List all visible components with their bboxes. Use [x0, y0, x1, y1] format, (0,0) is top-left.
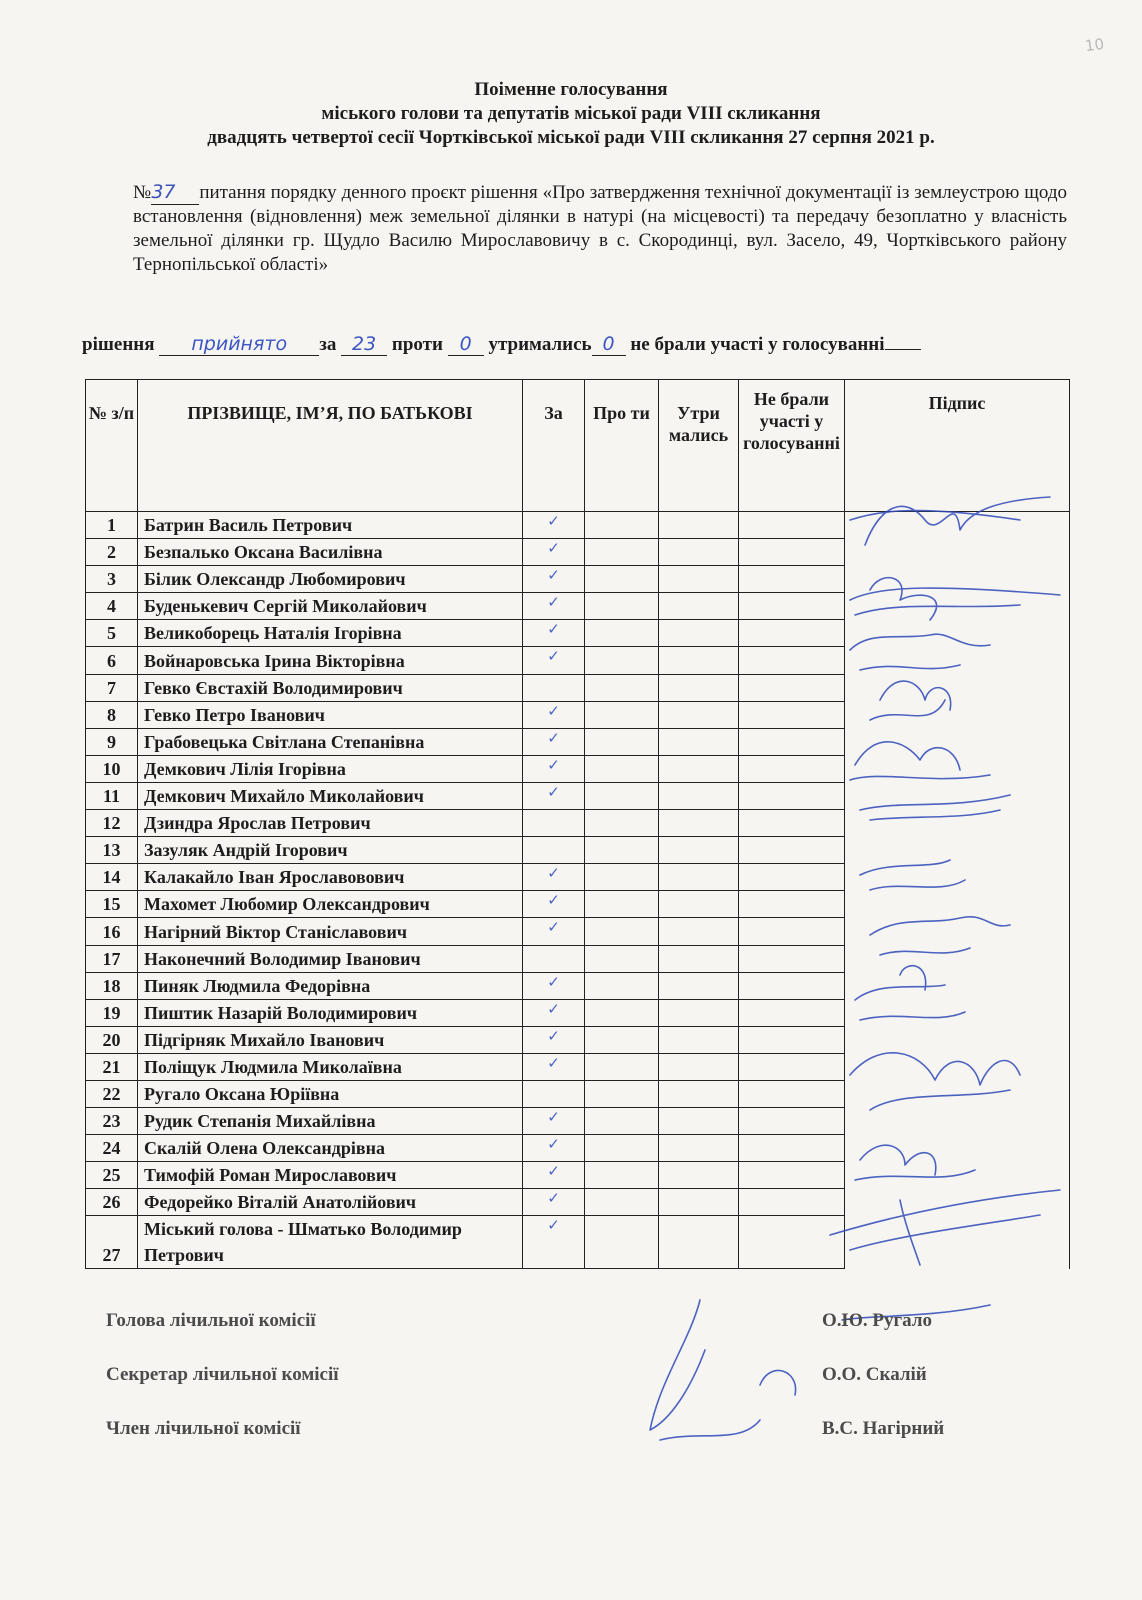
deputy-name: Махомет Любомир Олександрович [138, 891, 523, 918]
vote-not-voted-cell [739, 728, 845, 755]
vote-for-mark: ✓ [523, 972, 585, 999]
vote-for-mark: ✓ [523, 891, 585, 918]
agenda-question [133, 180, 1067, 277]
heading-line-1: Поіменне голосування [474, 79, 668, 100]
vote-not-voted-cell [739, 566, 845, 593]
vote-for-mark: ✓ [523, 918, 585, 945]
signature-cell [845, 566, 1070, 593]
vote-abstained-cell [659, 1053, 739, 1080]
vote-against-cell [585, 566, 659, 593]
table-row [86, 891, 1070, 918]
deputy-name: Федорейко Віталій Анатолійович [138, 1189, 523, 1216]
vote-abstained-cell [659, 918, 739, 945]
row-number: 23 [86, 1108, 138, 1135]
vote-not-voted-cell [739, 810, 845, 837]
vote-not-voted-cell [739, 837, 845, 864]
col-header-for: За [523, 380, 585, 512]
vote-abstained-cell [659, 566, 739, 593]
vote-not-voted-cell [739, 755, 845, 782]
signature-cell [845, 1053, 1070, 1080]
signature-cell [845, 1216, 1070, 1269]
vote-abstained-cell [659, 620, 739, 647]
vote-for-mark: ✓ [523, 1026, 585, 1053]
vote-abstained-cell [659, 891, 739, 918]
deputy-name: Ругало Оксана Юріївна [138, 1080, 523, 1107]
heading-line-3: двадцять четвертої сесії Чортківської міської ради VIII скликання 27 серпня 2021 р. [207, 127, 935, 148]
vote-not-voted-cell [739, 1026, 845, 1053]
vote-not-voted-cell [739, 918, 845, 945]
vote-against-cell [585, 647, 659, 674]
vote-not-voted-cell [739, 1080, 845, 1107]
col-header-num: № з/п [86, 380, 138, 512]
page-number: 10 [1083, 34, 1106, 56]
deputy-name: Нагірний Віктор Станіславович [138, 918, 523, 945]
table-row [86, 1189, 1070, 1216]
vote-for-mark [523, 1080, 585, 1107]
table-row [86, 864, 1070, 891]
commission-role: Секретар лічильної комісії [106, 1364, 339, 1385]
commission-person: О.О. Скалій [822, 1364, 927, 1385]
vote-abstained-cell [659, 674, 739, 701]
deputy-name: Калакайло Іван Ярославовович [138, 864, 523, 891]
vote-abstained-cell [659, 1108, 739, 1135]
deputy-name: Безпалько Оксана Василівна [138, 539, 523, 566]
row-number: 16 [86, 918, 138, 945]
signature-cell [845, 837, 1070, 864]
row-number: 12 [86, 810, 138, 837]
vote-for-mark: ✓ [523, 539, 585, 566]
vote-against-cell [585, 945, 659, 972]
row-number: 18 [86, 972, 138, 999]
row-number: 27 [86, 1216, 138, 1269]
row-number: 7 [86, 674, 138, 701]
deputy-name: Войнаровська Ірина Вікторівна [138, 647, 523, 674]
row-number: 14 [86, 864, 138, 891]
vote-for-mark: ✓ [523, 647, 585, 674]
deputy-name: Пиштик Назарій Володимирович [138, 999, 523, 1026]
table-row [86, 755, 1070, 782]
table-row [86, 837, 1070, 864]
table-row [86, 620, 1070, 647]
col-header-name: ПРІЗВИЩЕ, ІМ’Я, ПО БАТЬКОВІ [138, 380, 523, 512]
deputy-name: Пиняк Людмила Федорівна [138, 972, 523, 999]
vote-for-mark [523, 674, 585, 701]
for-label: за [319, 334, 337, 355]
vote-not-voted-cell [739, 539, 845, 566]
table-row [86, 1216, 1070, 1269]
table-row [86, 593, 1070, 620]
signature-cell [845, 674, 1070, 701]
table-row [86, 945, 1070, 972]
row-number: 17 [86, 945, 138, 972]
vote-abstained-cell [659, 1135, 739, 1162]
vote-for-mark: ✓ [523, 566, 585, 593]
vote-against-cell [585, 1135, 659, 1162]
vote-against-cell [585, 674, 659, 701]
row-number: 15 [86, 891, 138, 918]
deputy-name: Тимофій Роман Мирославович [138, 1162, 523, 1189]
table-row [86, 972, 1070, 999]
deputy-name: Буденькевич Сергій Миколайович [138, 593, 523, 620]
signature-cell [845, 1108, 1070, 1135]
vote-abstained-cell [659, 945, 739, 972]
vote-table-body [86, 512, 1070, 1269]
signature-cell [845, 728, 1070, 755]
vote-abstained-cell [659, 539, 739, 566]
vote-not-voted-cell [739, 593, 845, 620]
vote-against-cell [585, 810, 659, 837]
deputy-name: Наконечний Володимир Іванович [138, 945, 523, 972]
vote-for-mark: ✓ [523, 864, 585, 891]
vote-abstained-cell [659, 701, 739, 728]
deputy-name: Демкович Лілія Ігорівна [138, 755, 523, 782]
question-number-prefix: № [133, 182, 152, 203]
signature-cell [845, 1026, 1070, 1053]
row-number: 11 [86, 782, 138, 809]
vote-against-cell [585, 1162, 659, 1189]
signature-cell [845, 1135, 1070, 1162]
signature-cell [845, 810, 1070, 837]
table-row [86, 1135, 1070, 1162]
vote-for-mark: ✓ [523, 755, 585, 782]
not-voted-count [885, 349, 921, 350]
table-row [86, 782, 1070, 809]
vote-abstained-cell [659, 864, 739, 891]
question-number: 37 [151, 180, 199, 205]
commission-role: Член лічильної комісії [106, 1418, 301, 1439]
row-number: 5 [86, 620, 138, 647]
signature-cell [845, 891, 1070, 918]
deputy-name: Поліщук Людмила Миколаївна [138, 1053, 523, 1080]
row-number: 22 [86, 1080, 138, 1107]
vote-abstained-cell [659, 728, 739, 755]
vote-not-voted-cell [739, 620, 845, 647]
signature-cell [845, 755, 1070, 782]
signature-cell [845, 512, 1070, 539]
against-count: 0 [448, 333, 484, 356]
vote-against-cell [585, 1026, 659, 1053]
document-heading [0, 78, 1142, 150]
vote-not-voted-cell [739, 674, 845, 701]
deputy-name: Дзиндра Ярослав Петрович [138, 810, 523, 837]
vote-abstained-cell [659, 837, 739, 864]
table-row [86, 539, 1070, 566]
vote-for-mark: ✓ [523, 1053, 585, 1080]
vote-against-cell [585, 593, 659, 620]
vote-against-cell [585, 1189, 659, 1216]
signature-cell [845, 918, 1070, 945]
vote-against-cell [585, 728, 659, 755]
table-row [86, 566, 1070, 593]
table-row [86, 1162, 1070, 1189]
vote-not-voted-cell [739, 701, 845, 728]
for-count: 23 [341, 333, 387, 356]
vote-not-voted-cell [739, 1108, 845, 1135]
vote-against-cell [585, 1053, 659, 1080]
table-row [86, 1053, 1070, 1080]
commission-person: О.Ю. Ругало [822, 1310, 932, 1331]
vote-for-mark: ✓ [523, 620, 585, 647]
table-row [86, 701, 1070, 728]
vote-abstained-cell [659, 999, 739, 1026]
row-number: 6 [86, 647, 138, 674]
vote-against-cell [585, 512, 659, 539]
vote-for-mark: ✓ [523, 782, 585, 809]
vote-against-cell [585, 891, 659, 918]
col-header-signature: Підпис [845, 380, 1070, 512]
row-number: 3 [86, 566, 138, 593]
abstained-label: утримались [488, 334, 592, 355]
vote-not-voted-cell [739, 1053, 845, 1080]
row-number: 26 [86, 1189, 138, 1216]
vote-against-cell [585, 1108, 659, 1135]
vote-against-cell [585, 837, 659, 864]
row-number: 13 [86, 837, 138, 864]
vote-abstained-cell [659, 810, 739, 837]
counting-commission [106, 1310, 1046, 1470]
deputy-name: Гевко Євстахій Володимирович [138, 674, 523, 701]
col-header-not-voted: Не брали участі у голосуванні [739, 380, 845, 512]
table-row [86, 1108, 1070, 1135]
col-header-against: Про ти [585, 380, 659, 512]
vote-against-cell [585, 918, 659, 945]
signature-cell [845, 782, 1070, 809]
vote-for-mark: ✓ [523, 1135, 585, 1162]
table-row [86, 674, 1070, 701]
decision-label: рішення [82, 334, 155, 355]
vote-not-voted-cell [739, 782, 845, 809]
row-number: 19 [86, 999, 138, 1026]
row-number: 25 [86, 1162, 138, 1189]
signature-cell [845, 593, 1070, 620]
decision-line [82, 333, 1082, 356]
vote-against-cell [585, 1080, 659, 1107]
vote-for-mark: ✓ [523, 701, 585, 728]
vote-for-mark: ✓ [523, 999, 585, 1026]
heading-line-2: міського голови та депутатів міської ради VIII скликання [321, 103, 821, 124]
row-number: 2 [86, 539, 138, 566]
vote-for-mark [523, 810, 585, 837]
vote-for-mark [523, 837, 585, 864]
vote-table [85, 379, 1070, 1269]
vote-not-voted-cell [739, 1135, 845, 1162]
table-header-row [86, 380, 1070, 512]
vote-for-mark [523, 945, 585, 972]
table-row [86, 810, 1070, 837]
vote-not-voted-cell [739, 891, 845, 918]
vote-abstained-cell [659, 1216, 739, 1269]
commission-person: В.С. Нагірний [822, 1418, 945, 1439]
vote-abstained-cell [659, 1162, 739, 1189]
deputy-name: Демкович Михайло Миколайович [138, 782, 523, 809]
signature-cell [845, 1189, 1070, 1216]
signature-cell [845, 701, 1070, 728]
decision-result: прийнято [159, 333, 319, 356]
vote-against-cell [585, 539, 659, 566]
vote-not-voted-cell [739, 864, 845, 891]
signature-cell [845, 864, 1070, 891]
vote-for-mark: ✓ [523, 512, 585, 539]
against-label: проти [391, 334, 443, 355]
vote-abstained-cell [659, 647, 739, 674]
vote-for-mark: ✓ [523, 1162, 585, 1189]
commission-role: Голова лічильної комісії [106, 1310, 316, 1331]
vote-not-voted-cell [739, 999, 845, 1026]
table-row [86, 918, 1070, 945]
deputy-name: Міський голова - Шматько Володимир Петрович [138, 1216, 523, 1269]
signature-cell [845, 999, 1070, 1026]
vote-not-voted-cell [739, 1162, 845, 1189]
deputy-name: Підгірняк Михайло Іванович [138, 1026, 523, 1053]
deputy-name: Рудик Степанія Михайлівна [138, 1108, 523, 1135]
deputy-name: Скалій Олена Олександрівна [138, 1135, 523, 1162]
table-row [86, 512, 1070, 539]
vote-for-mark: ✓ [523, 728, 585, 755]
vote-against-cell [585, 782, 659, 809]
table-row [86, 728, 1070, 755]
deputy-name: Білик Олександр Любомирович [138, 566, 523, 593]
deputy-name: Грабовецька Світлана Степанівна [138, 728, 523, 755]
vote-for-mark: ✓ [523, 1216, 585, 1269]
vote-against-cell [585, 755, 659, 782]
row-number: 21 [86, 1053, 138, 1080]
vote-abstained-cell [659, 972, 739, 999]
signature-cell [845, 620, 1070, 647]
vote-not-voted-cell [739, 512, 845, 539]
vote-for-mark: ✓ [523, 1189, 585, 1216]
table-row [86, 999, 1070, 1026]
signature-cell [845, 945, 1070, 972]
vote-not-voted-cell [739, 1216, 845, 1269]
signature-cell [845, 1080, 1070, 1107]
table-row [86, 647, 1070, 674]
vote-not-voted-cell [739, 972, 845, 999]
abstained-count: 0 [592, 333, 626, 356]
vote-abstained-cell [659, 782, 739, 809]
vote-against-cell [585, 620, 659, 647]
table-row [86, 1026, 1070, 1053]
vote-not-voted-cell [739, 1189, 845, 1216]
not-voted-label: не брали участі у голосуванні [630, 334, 885, 355]
row-number: 9 [86, 728, 138, 755]
row-number: 8 [86, 701, 138, 728]
col-header-abstained: Утри мались [659, 380, 739, 512]
deputy-name: Великоборець Наталія Ігорівна [138, 620, 523, 647]
vote-abstained-cell [659, 1026, 739, 1053]
vote-for-mark: ✓ [523, 1108, 585, 1135]
vote-against-cell [585, 701, 659, 728]
vote-against-cell [585, 999, 659, 1026]
vote-abstained-cell [659, 1189, 739, 1216]
vote-abstained-cell [659, 1080, 739, 1107]
row-number: 24 [86, 1135, 138, 1162]
vote-against-cell [585, 972, 659, 999]
signature-cell [845, 1162, 1070, 1189]
row-number: 4 [86, 593, 138, 620]
row-number: 10 [86, 755, 138, 782]
vote-abstained-cell [659, 593, 739, 620]
vote-abstained-cell [659, 755, 739, 782]
vote-abstained-cell [659, 512, 739, 539]
deputy-name: Зазуляк Андрій Ігорович [138, 837, 523, 864]
signature-cell [845, 647, 1070, 674]
signature-cell [845, 539, 1070, 566]
vote-for-mark: ✓ [523, 593, 585, 620]
question-text: питання порядку денного проєкт рішення «Про затвердження технічної документації із землеустрою щодо встановлення (відновлення) меж земельної ділянки в натурі (на місцевості) та передачу безоплатно у власність земельної ділянки гр. Щудло Василю Мирославовичу в с. Скородинці, вул. Засело, 49, Чортківського району Тернопільської області» [133, 182, 1067, 275]
table-row [86, 1080, 1070, 1107]
row-number: 1 [86, 512, 138, 539]
row-number: 20 [86, 1026, 138, 1053]
deputy-name: Гевко Петро Іванович [138, 701, 523, 728]
vote-not-voted-cell [739, 647, 845, 674]
vote-not-voted-cell [739, 945, 845, 972]
vote-against-cell [585, 864, 659, 891]
deputy-name: Батрин Василь Петрович [138, 512, 523, 539]
signature-cell [845, 972, 1070, 999]
vote-against-cell [585, 1216, 659, 1269]
